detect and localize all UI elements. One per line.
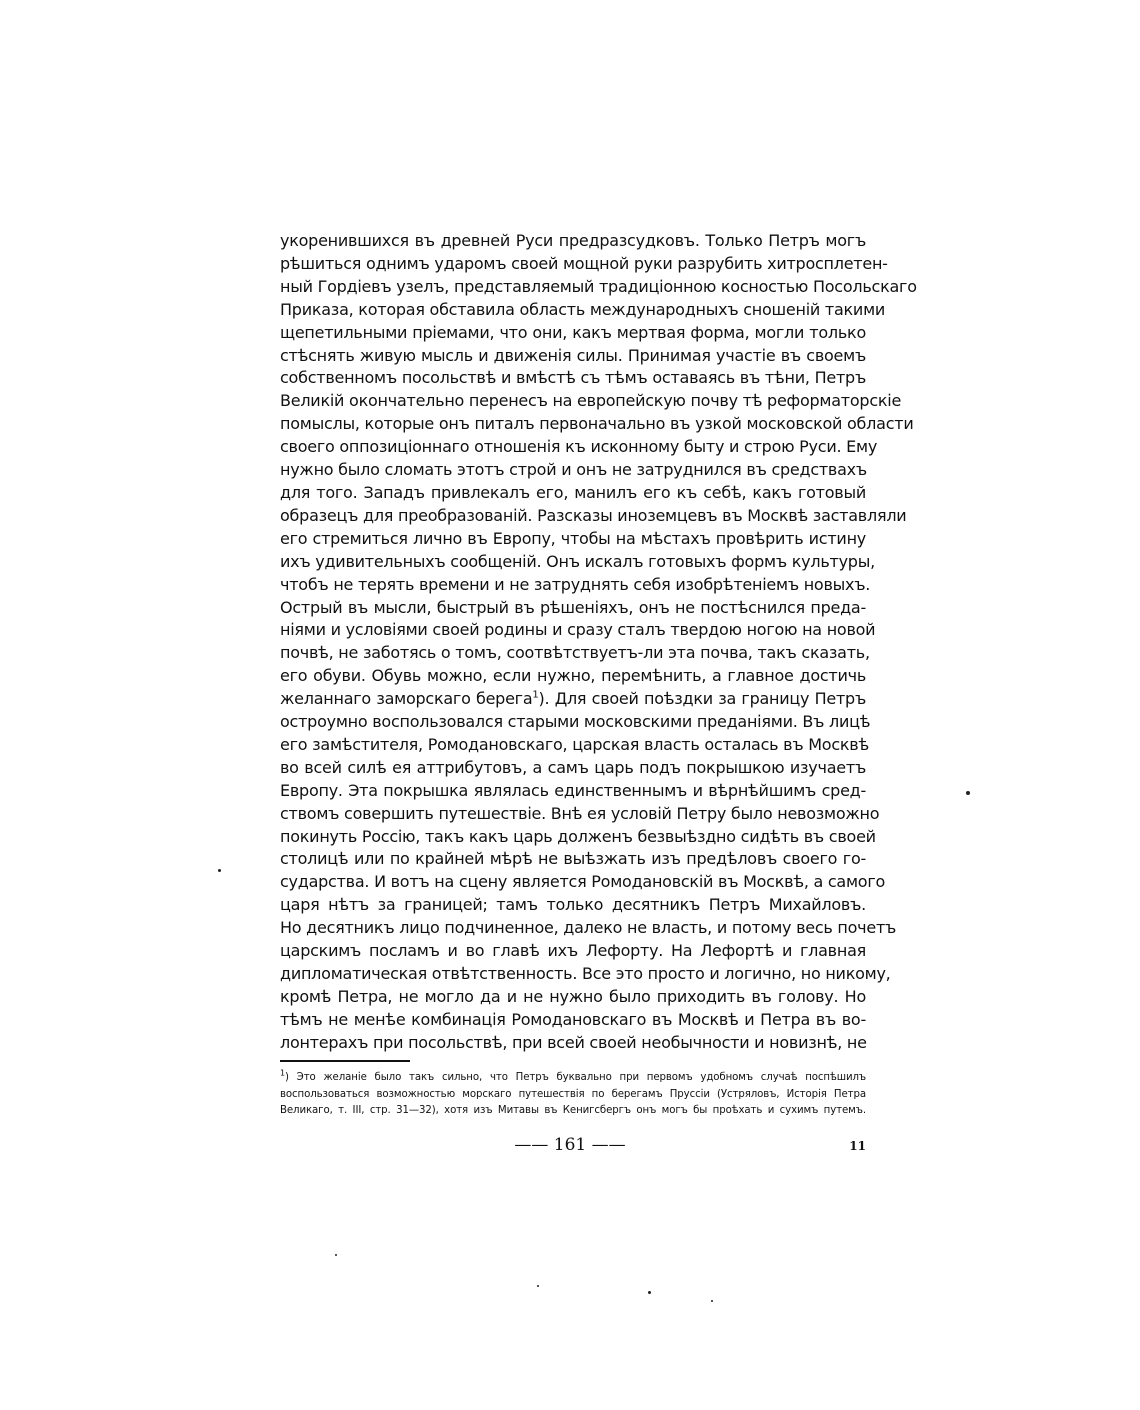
body-line: Европу. Эта покрышка являлась единственнымъ и вѣрнѣйшимъ сред- bbox=[280, 780, 866, 800]
footnote bbox=[280, 1070, 866, 1120]
body-line: его обуви. Обувь можно, если нужно, перемѣнить, а главное достичь bbox=[280, 666, 866, 686]
body-line: своего оппозиціоннаго отношенія къ исконному быту и строю Руси. Ему bbox=[280, 437, 878, 457]
body-line: дипломатическая отвѣтственность. Все это просто и логично, но никому, bbox=[280, 964, 891, 983]
body-line: сударства. И вотъ на сцену является Ромодановскій въ Москвѣ, а самого bbox=[280, 872, 886, 892]
body-line: остроумно воспользовался старыми московскими преданіями. Въ лицѣ bbox=[280, 712, 871, 732]
body-line: чтобъ не терять времени и не затруднять себя изобрѣтеніемъ новыхъ. bbox=[280, 574, 871, 594]
footnote-mark: 1 bbox=[280, 1068, 285, 1078]
footnote-divider bbox=[280, 1060, 410, 1062]
body-line: собственномъ посольствѣ и вмѣстѣ съ тѣмъ оставаясь въ тѣни, Петръ bbox=[280, 368, 866, 388]
body-line: для того. Западъ привлекалъ его, манилъ его къ себѣ, какъ готовый bbox=[280, 482, 866, 502]
footnote-line: воспользоваться возможностью морскаго путешествія по берегамъ Пруссіи (Устряловъ, Исторія Петра bbox=[280, 1088, 866, 1100]
scan-speck bbox=[218, 869, 221, 872]
body-line: столицѣ или по крайней мѣрѣ не выѣзжать изъ предѣловъ своего го- bbox=[280, 849, 866, 869]
body-line: Но десятникъ лицо подчиненное, далеко не власть, и потому весь почетъ bbox=[280, 918, 897, 938]
body-line: щепетильными пріемами, что они, какъ мертвая форма, могли только bbox=[280, 322, 866, 342]
body-line: почвѣ, не заботясь о томъ, соотвѣтствуетъ-ли эта почва, такъ сказать, bbox=[280, 643, 870, 663]
body-line: ный Гордіевъ узелъ, представляемый традиціонною косностью Посольскаго bbox=[280, 276, 917, 296]
body-line: ихъ удивительныхъ сообщеній. Онъ искалъ готовыхъ формъ культуры, bbox=[280, 551, 875, 571]
scan-speck bbox=[648, 1291, 651, 1294]
body-line: его стремиться лично въ Европу, чтобы на мѣстахъ провѣрить истину bbox=[280, 528, 866, 548]
body-line: царскимъ посламъ и во главѣ ихъ Лефорту. На Лефортѣ и главная bbox=[280, 941, 866, 961]
footnote-line bbox=[280, 1070, 866, 1087]
scan-speck bbox=[966, 791, 970, 795]
page-number: —— 161 —— bbox=[514, 1135, 626, 1155]
footnote-line-text: ) Это желаніе было такъ сильно, что Петръ буквально при первомъ удобномъ случаѣ поспѣшилъ bbox=[285, 1072, 866, 1083]
body-line: покинуть Россію, такъ какъ царь долженъ безвыѣздно сидѣть въ своей bbox=[280, 826, 876, 846]
body-line: Приказа, которая обставила область международныхъ сношеній такими bbox=[280, 299, 886, 319]
body-line: ніями и условіями своей родины и сразу сталъ твердою ногою на новой bbox=[280, 620, 876, 640]
scan-speck bbox=[335, 1254, 337, 1256]
body-line: кромѣ Петра, не могло да и не нужно было приходить въ голову. Но bbox=[280, 986, 866, 1006]
scan-speck bbox=[711, 1300, 713, 1302]
scan-speck bbox=[537, 1285, 539, 1287]
body-line: лонтерахъ при посольствѣ, при всей своей необычности и новизнѣ, не bbox=[280, 1032, 867, 1052]
body-line: Острый въ мысли, быстрый въ рѣшеніяхъ, онъ не постѣснился преда- bbox=[280, 597, 866, 617]
footnote-reference: 1 bbox=[532, 689, 539, 701]
body-line-with-footnote-ref bbox=[280, 688, 866, 711]
body-line: тѣмъ не менѣе комбинація Ромодановскаго въ Москвѣ и Петра въ во- bbox=[280, 1009, 866, 1029]
body-line: во всей силѣ ея аттрибутовъ, а самъ царь подъ покрышкою изучаетъ bbox=[280, 757, 866, 777]
body-line: Великій окончательно перенесъ на европейскую почву тѣ реформаторскіе bbox=[280, 391, 902, 411]
footnote-line: Великаго, т. III, стр. 31—32), хотя изъ Митавы въ Кенигсбергъ онъ могъ бы проѣхать и сухимъ путемъ. bbox=[280, 1105, 866, 1116]
body-line: ствомъ совершить путешествіе. Внѣ ея условій Петру было невозможно bbox=[280, 803, 880, 823]
body-line-end: ). Для своей поѣздки за границу Петръ bbox=[538, 689, 867, 709]
body-text bbox=[280, 230, 917, 1055]
body-line: помыслы, которые онъ питалъ первоначально въ узкой московской области bbox=[280, 414, 914, 434]
body-line: царя нѣтъ за границей; тамъ только десятникъ Петръ Михайловъ. bbox=[280, 895, 866, 915]
sheet-number: 11 bbox=[849, 1139, 866, 1153]
body-line: стѣснять живую мысль и движенія силы. Принимая участіе въ своемъ bbox=[280, 345, 866, 365]
body-line: образецъ для преобразованій. Разсказы иноземцевъ въ Москвѣ заставляли bbox=[280, 505, 907, 525]
body-line: рѣшиться однимъ ударомъ своей мощной руки разрубить хитросплетен- bbox=[280, 253, 888, 273]
body-line: его замѣстителя, Ромодановскаго, царская власть осталась въ Москвѣ bbox=[280, 734, 869, 754]
body-line: укоренившихся въ древней Руси предразсудковъ. Только Петръ могъ bbox=[280, 231, 866, 250]
body-line: нужно было сломать этотъ строй и онъ не затруднился въ средствахъ bbox=[280, 460, 867, 480]
body-line-start: желаннаго заморскаго берега bbox=[280, 689, 533, 709]
